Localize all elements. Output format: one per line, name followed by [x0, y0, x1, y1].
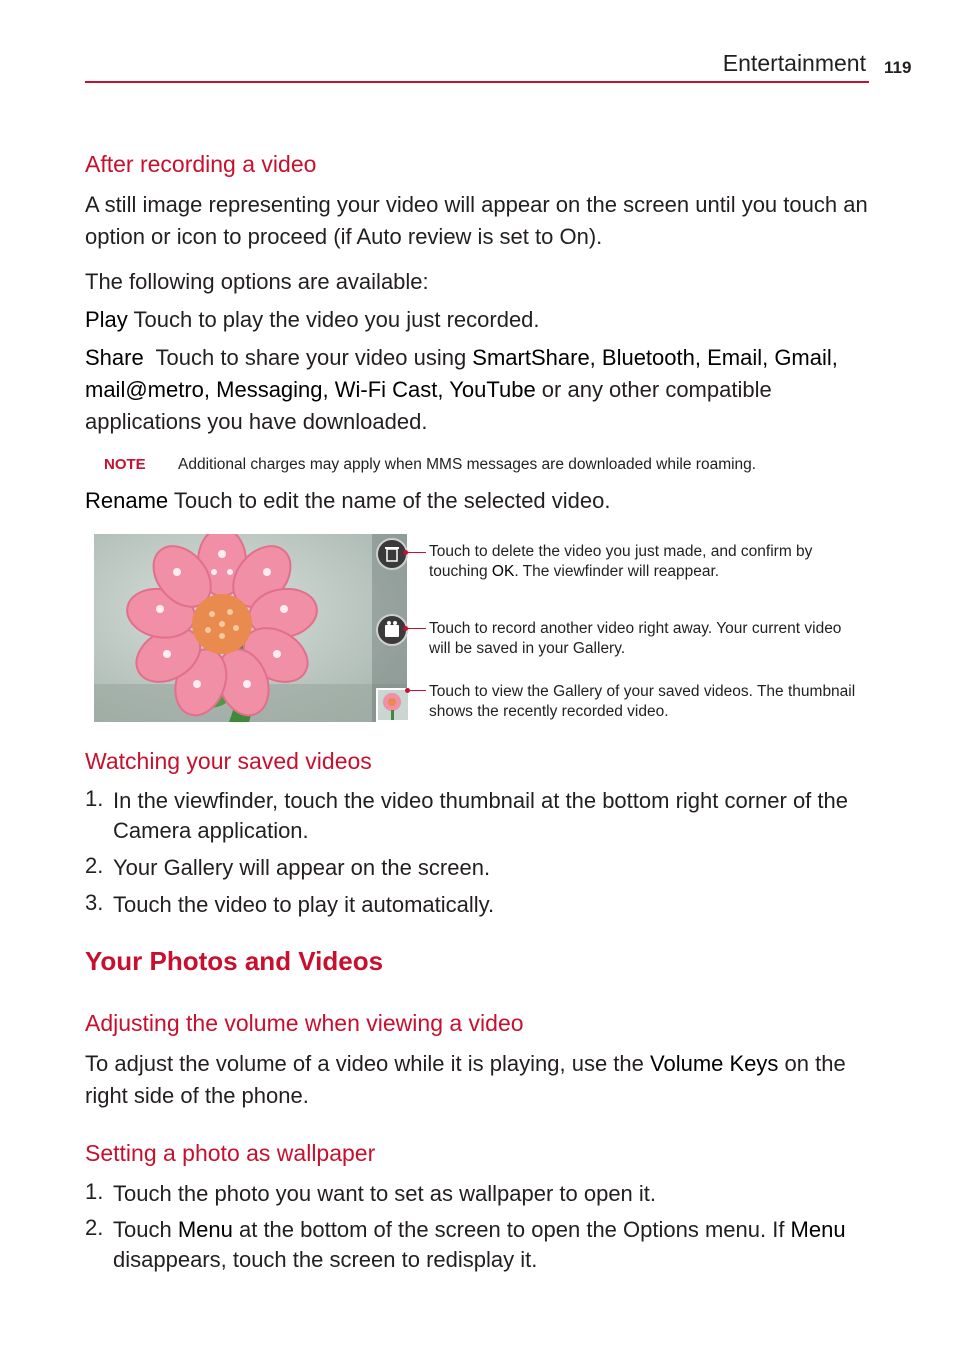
heading-wallpaper: Setting a photo as wallpaper [85, 1140, 376, 1166]
menu-label-1: Menu [177, 1217, 233, 1242]
leader-dot-gallery [405, 688, 410, 693]
heading-after-recording: After recording a video [85, 151, 317, 177]
wallpaper-steps [85, 1179, 875, 1279]
options-intro: The following options are available: [85, 269, 429, 294]
rename-description: Touch to edit the name of the selected video. [168, 488, 611, 513]
section-title: Entertainment [722, 50, 866, 76]
share-apps: SmartShare, Bluetooth, Email, Gmail, mail@metro, Messaging, Wi-Fi Cast, YouTube [85, 345, 845, 402]
step-number: 1. [85, 1179, 104, 1204]
heading-photos-videos: Your Photos and Videos [85, 946, 384, 976]
heading-adjusting-volume: Adjusting the volume when viewing a video [85, 1010, 524, 1036]
viewfinder-photo [94, 534, 407, 722]
share-description-2: or any other compatible applications you have downloaded. [85, 377, 778, 434]
note-text: Additional charges may apply when MMS messages are downloaded while roaming. [178, 456, 757, 473]
adjusting-text-1: To adjust the volume of a video while it is playing, use the [85, 1051, 650, 1076]
header-divider [85, 81, 869, 83]
leader-dot-delete [403, 550, 408, 555]
play-label: Play [85, 307, 128, 332]
step-number: 2. [85, 1215, 104, 1240]
share-label: Share [85, 345, 144, 370]
watching-steps [85, 786, 875, 926]
step2-text-c: disappears, touch the screen to redisplay it. [113, 1247, 538, 1272]
gallery-thumbnail[interactable] [376, 688, 410, 722]
step2-text-a: Touch [113, 1217, 178, 1242]
callout-delete-text-1: Touch to delete the video you just made, and confirm by touching [429, 543, 813, 580]
leader-dot-record [403, 626, 408, 631]
callout-gallery: Touch to view the Gallery of your saved videos. The thumbnail shows the recently recorded video. [429, 683, 856, 720]
callout-record: Touch to record another video right away. Your current video will be saved in your Gallery. [429, 620, 842, 657]
after-recording-intro: A still image representing your video will appear on the screen until you touch an option or icon to proceed (if Auto review is set to On). [85, 192, 868, 249]
callout-delete [429, 542, 859, 582]
share-option [85, 342, 875, 438]
rename-label: Rename [85, 488, 169, 513]
note-label: NOTE [104, 456, 146, 473]
step2-text-b: at the bottom of the screen to open the Options menu. If [232, 1217, 791, 1242]
adjusting-text-2: on the right side of the phone. [85, 1051, 846, 1108]
step-number: 3. [85, 890, 104, 915]
share-description-1: Touch to share your video using [143, 345, 473, 370]
adjusting-volume-text [85, 1048, 875, 1112]
heading-watching: Watching your saved videos [85, 748, 372, 774]
rename-option [85, 485, 875, 517]
callout-delete-ok: OK [491, 563, 515, 580]
play-description: Touch to play the video you just recorded. [127, 307, 540, 332]
step-number: 1. [85, 786, 104, 811]
callout-delete-text-2: . The viewfinder will reappear. [514, 563, 720, 580]
step-text: Your Gallery will appear on the screen. [113, 855, 491, 880]
page-number: 119 [884, 58, 912, 77]
step-text: In the viewfinder, touch the video thumbnail at the bottom right corner of the Camera application. [113, 788, 848, 843]
step-text [113, 1215, 873, 1275]
menu-label-2: Menu [790, 1217, 846, 1242]
step-text: Touch the video to play it automatically. [113, 892, 495, 917]
flower-image [94, 534, 407, 722]
play-option [85, 304, 875, 336]
volume-keys-label: Volume Keys [650, 1051, 779, 1076]
step-text: Touch the photo you want to set as wallpaper to open it. [113, 1181, 657, 1206]
step-number: 2. [85, 853, 104, 878]
